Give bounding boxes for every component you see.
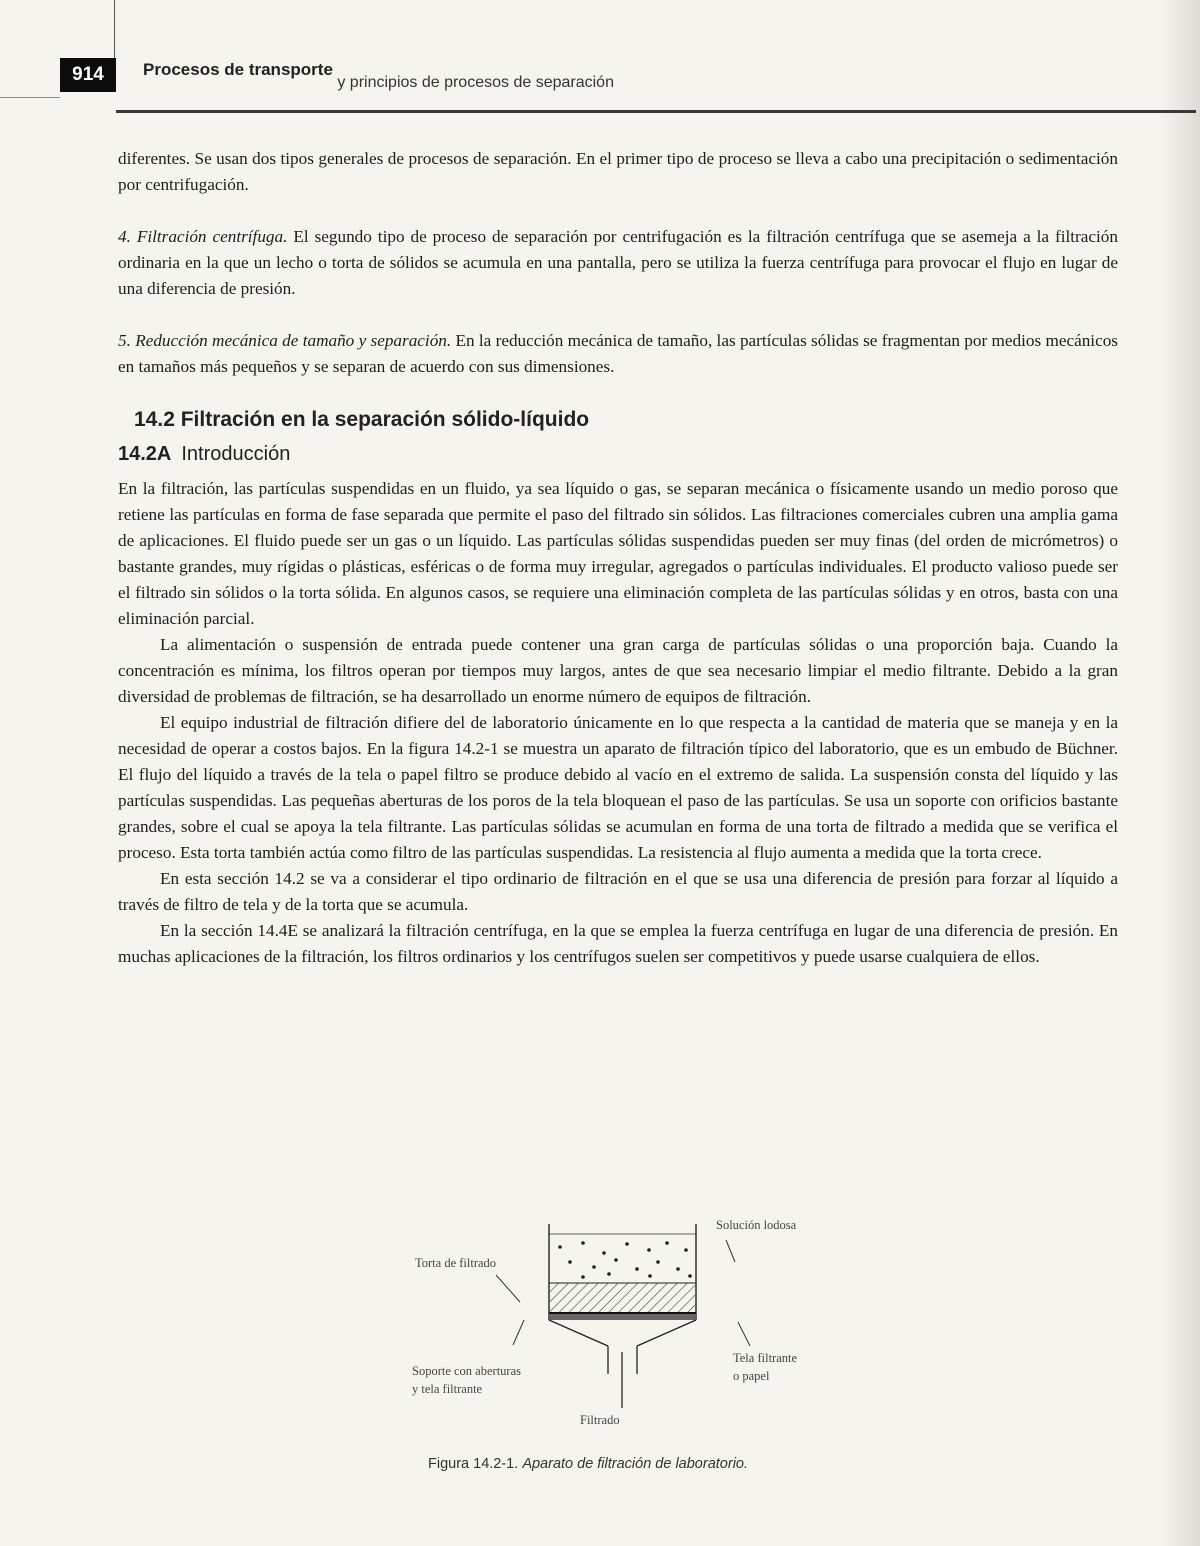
- leader-cloth: [738, 1322, 750, 1346]
- subsection-heading: [118, 440, 1118, 468]
- header-left-rule: [0, 97, 60, 98]
- figure-caption: [428, 1456, 748, 1472]
- subsection-number: 14.2A: [118, 443, 172, 465]
- support-plate: [550, 1314, 695, 1320]
- paragraph-1: diferentes. Se usan dos tipos generales de procesos de separación. En el primer tipo de proceso se lleva a cabo una precipitación o sedimentación por centrifugación.: [118, 149, 1118, 194]
- paragraph-text: En la reducción mecánica de tamaño, las partículas sólidas se fragmentan por medios mecánicos en tamaños más pequeños y se separan de acuerdo con sus dimensiones.: [118, 331, 1118, 376]
- label-cloth-line-2: o papel: [733, 1369, 770, 1383]
- running-head-subtitle: y principios de procesos de separación: [337, 74, 614, 91]
- page-edge-shadow: [1160, 0, 1200, 1546]
- leader-cake: [496, 1275, 520, 1302]
- subsection-title: Introducción: [181, 443, 291, 465]
- header-rule: [116, 110, 1196, 113]
- funnel-left-cone: [549, 1320, 608, 1346]
- leader-slurry: [726, 1240, 735, 1262]
- funnel-right-cone: [637, 1320, 696, 1346]
- paragraph-centrifugal-filtration: [118, 224, 1118, 302]
- paragraph-5: La alimentación o suspensión de entrada puede contener una gran carga de partículas sólidas o una proporción baja. Cuando la concentración es mínima, los filtros operan por tiempos muy largos, antes de que sea necesario limpiar el medio filtrante. Debido a la gran diversidad de problemas de filtración, se ha desarrollado un enorme número de equipos de filtración.: [118, 635, 1118, 706]
- label-filter-cake: Torta de filtrado: [415, 1256, 497, 1270]
- section-heading: 14.2 Filtración en la separación sólido-líquido: [134, 408, 590, 431]
- caption-number: Figura 14.2-1.: [428, 1456, 519, 1472]
- filter-cake: [550, 1283, 695, 1313]
- paragraph-size-reduction: [118, 328, 1118, 380]
- paragraph-7: En esta sección 14.2 se va a considerar el tipo ordinario de filtración en el que se usa una diferencia de presión para forzar al líquido a través de filtro de tela y de la torta que se acumula.: [118, 869, 1118, 914]
- page-number: 914: [60, 58, 116, 92]
- running-head-title: Procesos de transporte: [143, 60, 333, 79]
- label-slurry: Solución lodosa: [716, 1218, 797, 1232]
- paragraph-lead: 4. Filtración centrífuga.: [118, 227, 288, 246]
- running-head: [143, 60, 614, 91]
- paragraph-8: En la sección 14.4E se analizará la filtración centrífuga, en la que se emplea la fuerza centrífuga en lugar de una diferencia de presión. En muchas aplicaciones de la filtración, los filtros ordinarios y los centrífugos suelen ser competitivos y puede usarse cualquiera de ellos.: [118, 921, 1118, 966]
- leader-support: [513, 1320, 524, 1345]
- label-support-line-1: Soporte con aberturas: [412, 1364, 521, 1378]
- paragraph-4: En la filtración, las partículas suspendidas en un fluido, ya sea líquido o gas, se separan mecánica o físicamente usando un medio poroso que retiene las partículas en forma de fase separada que permite el paso del filtrado sin sólidos. Las filtraciones comerciales cubren una amplia gama de aplicaciones. El fluido puede ser un gas o un líquido. Las partículas sólidas suspendidas pueden ser muy finas (del orden de micrómetros) o bastante grandes, muy rígidas o plásticas, esféricas o de forma muy irregular, agregados o partículas individuales. El producto valioso puede ser el filtrado sin sólidos o la torta sólida. En algunos casos, se requiere una eliminación completa de las partículas sólidas y en otros, basta con una eliminación parcial.: [118, 479, 1118, 628]
- paragraph-text: El segundo tipo de proceso de separación por centrifugación es la filtración centrífuga que se asemeja a la filtración ordinaria en la que un lecho o torta de sólidos se acumula en una pantalla, pero se utiliza la fuerza centrífuga para provocar el flujo en lugar de una diferencia de presión.: [118, 227, 1118, 298]
- label-filtrate: Filtrado: [580, 1413, 620, 1427]
- caption-text: Aparato de filtración de laboratorio.: [522, 1456, 749, 1472]
- paragraph-lead: 5. Reducción mecánica de tamaño y separación.: [118, 331, 452, 350]
- body-text: [118, 146, 1118, 970]
- label-support-line-2: y tela filtrante: [412, 1382, 483, 1396]
- margin-rule: [114, 0, 115, 58]
- paragraph-6: El equipo industrial de filtración difiere del de laboratorio únicamente en lo que respecta a la cantidad de materia que se maneja y en la necesidad de operar a costos bajos. En la figura 14.2-1 se muestra un aparato de filtración típico del laboratorio, que es un embudo de Büchner. El flujo del líquido a través de la tela o papel filtro se produce debido al vacío en el extremo de salida. La suspensión consta del líquido y las partículas suspendidas. Las pequeñas aberturas de los poros de la tela bloquean el paso de las partículas. Se usa un soporte con orificios bastante grandes, sobre el cual se apoya la tela filtrante. Las partículas sólidas se acumulan en forma de una torta de filtrado a medida que se verifica el proceso. Esta torta también actúa como filtro de las partículas suspendidas. La resistencia al flujo aumenta a medida que la torta crece.: [118, 713, 1118, 862]
- suspended-particles: [558, 1241, 692, 1279]
- label-cloth-line-1: Tela filtrante: [733, 1351, 798, 1365]
